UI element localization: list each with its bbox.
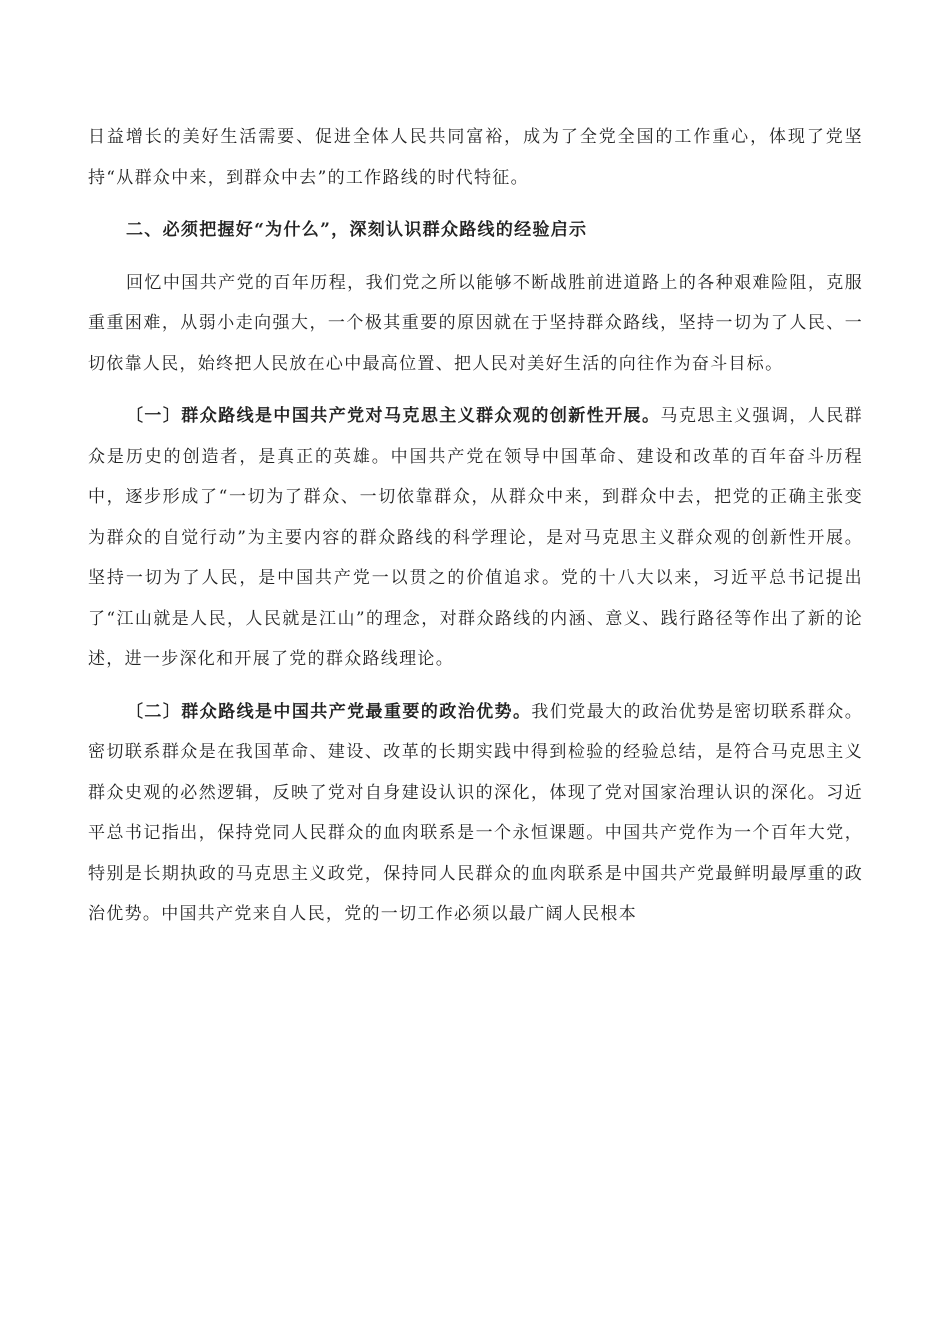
point-one-body: 马克思主义强调，人民群众是历史的创造者，是真正的英雄。中国共产党在领导中国革命、建设和改革的百年奋斗历程中，逐步形成了“一切为了群众、一切依靠群众，从群众中来，到群众中去，把党的正确主张变为群众的自觉行动”为主要内容的群众路线的科学理论，是对马克思主义群众观的创新性开展。坚持一切为了人民，是中国共产党一以贯之的价值追求。党的十八大以来，习近平总书记提出了“江山就是人民，人民就是江山”的理念，对群众路线的内涵、意义、践行路径等作出了新的论述，进一步深化和开展了党的群众路线理论。 [88, 406, 863, 669]
continued-paragraph: 日益增长的美好生活需要、促进全体人民共同富裕，成为了全党全国的工作重心，体现了党坚持“从群众中来，到群众中去”的工作路线的时代特征。 [88, 127, 863, 188]
section-heading: 二、必须把握好“为什么”，深刻认识群众路线的经验启示 [126, 220, 588, 240]
point-one-paragraph [88, 396, 863, 680]
point-one-lead: 〔一〕群众路线是中国共产党对马克思主义群众观的创新性开展。 [126, 406, 661, 426]
document-body [88, 117, 863, 935]
point-two-paragraph [88, 692, 863, 935]
point-two-body: 我们党最大的政治优势是密切联系群众。密切联系群众是在我国革命、建设、改革的长期实践中得到检验的经验总结，是符合马克思主义群众史观的必然逻辑，反映了党对自身建设认识的深化，体现了党对国家治理认识的深化。习近平总书记指出，保持党同人民群众的血肉联系是一个永恒课题。中国共产党作为一个百年大党，特别是长期执政的马克思主义政党，保持同人民群众的血肉联系是中国共产党最鲜明最厚重的政治优势。中国共产党来自人民，党的一切工作必须以最广阔人民根本 [88, 701, 863, 924]
intro-paragraph: 回忆中国共产党的百年历程，我们党之所以能够不断战胜前进道路上的各种艰难险阻，克服重重困难，从弱小走向强大，一个极其重要的原因就在于坚持群众路线，坚持一切为了人民、一切依靠人民，始终把人民放在心中最高位置、把人民对美好生活的向往作为奋斗目标。 [88, 272, 863, 374]
point-two-lead: 〔二〕群众路线是中国共产党最重要的政治优势。 [126, 701, 532, 722]
